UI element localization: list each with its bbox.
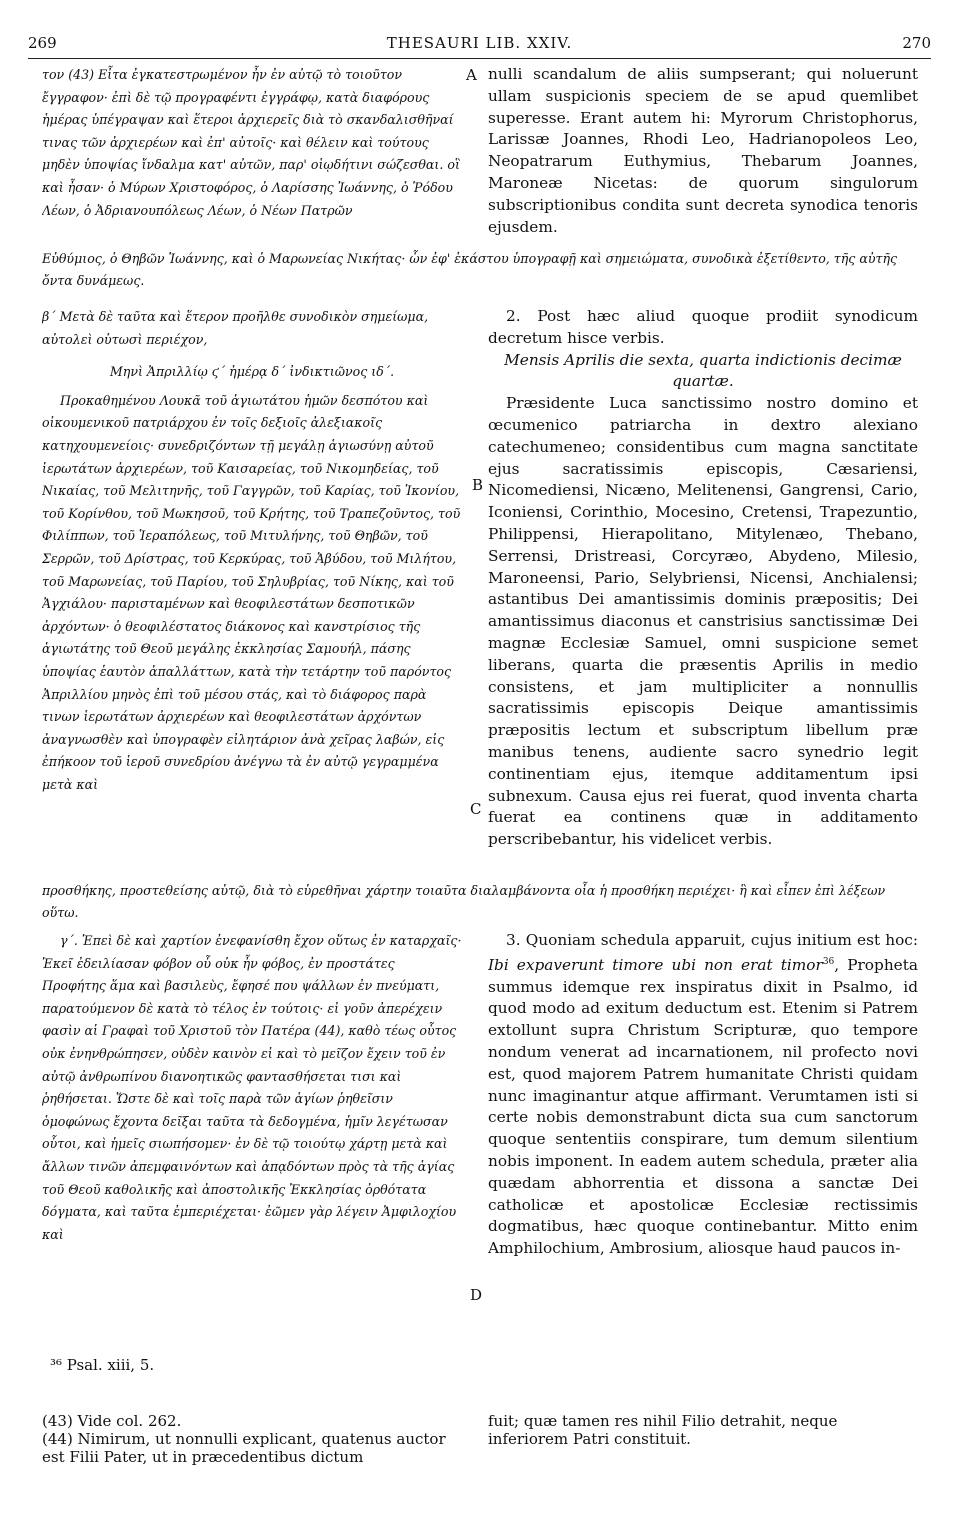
header-rule [28,58,931,59]
greek-column-section2 [42,306,462,884]
greek-column-section1 [42,64,462,244]
latin-section2-head: 2. Post hæc aliud quoque prodiit synodicum decretum hisce verbis. [488,307,918,347]
page-header [28,34,931,56]
greek-column-section3 [42,930,462,1310]
latin-section3-rest: , Propheta summus idemque rex inspiratus dixit in Psalmo, id quod modo ad exitum deductum est. Etenim si Patrem extollunt supra Christum Scripturæ, quo tempore nondum venerat ad incarnationem, nil profecto novi est, quod majorem Patrem humanitate Christi quidam nunc imaginantur atque affirmant. Verumtamen isti si certe nobis demonstrabunt dicta sua cum sanctorum quoque sententiis conspirare, tum demum silentium nobis imponent. In eadem autem schedula, præter alia quædam abhorrentia et dissona a sanctæ Dei catholicæ et apostolicæ Ecclesiæ rectissimis dogmatibus, hæc quoque continebantur. Mitto enim Amphilochium, Ambrosium, aliosque haud paucos in- [488,955,918,1258]
footnote-36: ³⁶ Psal. xiii, 5. [50,1356,155,1374]
margin-marker-a: A [466,66,477,84]
latin-section2-date: Mensis Aprilis die sexta, quarta indictionis decimæ quartæ. [504,350,902,391]
greek-paragraph-1: τον (43) Εἶτα ἐγκατεστρωμένον ἦν ἐν αὐτῷ τὸ τοιοῦτον ἔγγραφον· ἐπὶ δὲ τῷ προγραφέντι ἐγγράφῳ, κατὰ διαφόρους ἡμέρας ὑπέγραψαν καὶ ἕτεροι ἀρχιερεῖς διὰ τὸ σκανδαλισθῆναί τινας τῶν ἀρχιερέων καὶ ἐπ' αὐτοῖς· καὶ θέλειν καὶ τούτους μηδὲν ὑποψίας ἴνδαλμα κατ' αὐτῶν, παρ' οἱῳδήτινι σώζεσθαι. οἳ καὶ ἦσαν· ὁ Μύρων Χριστοφόρος, ὁ Λαρίσσης Ἰωάννης, ὁ Ῥόδου Λέων, ὁ Ἀδριανουπόλεως Λέων, ὁ Νέων Πατρῶν [42,67,460,218]
latin-section3-start: 3. Quoniam schedula apparuit, cujus initium est hoc: [506,931,918,949]
greek-section2-date: Μηνὶ Ἀπριλλίῳ ϛ΄ ἡμέρᾳ δ΄ ἰνδικτιῶνος ιδ΄. [109,364,395,380]
greek-section3-body: γ΄. Ἐπεὶ δὲ καὶ χαρτίον ἐνεφανίσθη ἔχον οὕτως ἐν καταρχαῖς· Ἐκεῖ ἐδειλίασαν φόβον οὗ οὐκ ἦν φόβος, ἐν προστάτες Προφήτης ἅμα καὶ βασιλεὺς, ἔφησέ που ψάλλων ἐν πνεύματι, παρατούμενον δὲ κατὰ τὸ τέλος ἐν τούτοις· εἰ γοῦν ἀπερέχειν φασὶν αἱ Γραφαὶ τοῦ Χριστοῦ τὸν Πατέρα (44), καθὸ τέως οὗτος οὐκ ἐνηνθρώπησεν, οὐδὲν καινὸν εἰ καὶ τὸ μεῖζον ἔχειν τοῦ ἐν αὐτῷ ἀνθρωπίνου διανοητικῶς φαντασθήσεται τισι καὶ ῥηθήσεται. Ὥστε δὲ καὶ τοῖς παρὰ τῶν ἁγίων ῥηθεῖσιν ὁμοφώνως ἔχοντα δεῖξαι ταῦτα τὰ δεδογμένα, ἡμῖν λεγέτωσαν οὗτοι, καὶ ἡμεῖς σιωπήσομεν· ἐν δὲ τῷ τοιούτῳ χάρτῃ μετὰ καὶ ἄλλων τινῶν ἀπεμφαινόντων καὶ ἀπᾳδόντων πρὸς τὰ τῆς ἁγίας τοῦ Θεοῦ καθολικῆς καὶ ἀποστολικῆς Ἐκκλησίας ὀρθότατα δόγματα, καὶ ταῦτα ἐμπεριέχεται· ἐῶμεν γὰρ λέγειν Ἀμφιλοχίου καὶ [42,933,462,1242]
margin-marker-b: B [472,476,484,494]
footnote-44: (44) Nimirum, ut nonnulli explicant, quatenus auctor est Filii Pater, ut in præcedentibus dictum [42,1430,446,1466]
margin-marker-c: C [470,800,482,818]
latin-section3-quote: Ibi expaverunt timore ubi non erat timor [488,955,823,974]
full-width-line-2 [42,880,918,926]
full-width-text-1: Εὐθύμιος, ὁ Θηβῶν Ἰωάννης, καὶ ὁ Μαρωνείας Νικήτας· ὧν ἐφ' ἑκάστου ὑπογραφῇ καὶ σημειώματα, συνοδικὰ ἐξετίθεντο, τῆς αὐτῆς ὄντα δυνάμεως. [42,251,898,288]
page-number-right: 270 [902,34,931,52]
greek-section2-intro: β΄ Μετὰ δὲ ταῦτα καὶ ἕτερον προῆλθε συνοδικὸν σημείωμα, αὐτολεὶ οὑτωσὶ περιέχον, [42,309,429,347]
footnote-ref-36: 36 [822,956,835,967]
page-number-left: 269 [28,34,57,52]
latin-column-section2 [488,306,918,884]
full-width-text-2: προσθήκης, προστεθείσης αὐτῷ, διὰ τὸ εὑρεθῆναι χάρτην τοιαῦτα διαλαμβάνοντα οἷα ἡ προσθήκη περιέχει· ἣ καὶ εἶπεν ἐπὶ λέξεων οὕτω. [42,883,886,920]
footnote-44-continued: fuit; quæ tamen res nihil Filio detrahit, neque inferiorem Patri constituit. [488,1412,838,1448]
full-width-line-1 [42,248,918,294]
running-title: THESAURI LIB. XXIV. [386,34,573,52]
latin-column-section1 [488,64,918,244]
latin-paragraph-1: nulli scandalum de aliis sumpserant; qui noluerunt ullam suspicionis speciem de se apud quemlibet superesse. Erant autem hi: Myrorum Christophorus, Larissæ Joannes, Rhodi Leo, Hadrianopoleos Leo, Neopatrarum Euthymius, Thebarum Joannes, Maroneæ Nicetas: de quorum singulorum subscriptionibus condita sunt decreta synodica tenoris ejusdem. [488,65,918,236]
latin-section3-body [488,930,918,1260]
greek-section2-body: Προκαθημένου Λουκᾶ τοῦ ἁγιωτάτου ἡμῶν δεσπότου καὶ οἰκουμενικοῦ πατριάρχου ἐν τοῖς δεξιοῖς ἀλεξιακοῖς κατηχουμενείοις· συνεδριζόντων τῇ μεγάλῃ ἁγιωσύνῃ αὐτοῦ ἱερωτάτων ἀρχιερέων, τοῦ Καισαρείας, τοῦ Νικομηδείας, τοῦ Νικαίας, τοῦ Μελιτηνῆς, τοῦ Γαγγρῶν, τοῦ Καρίας, τοῦ Ἰκονίου, τοῦ Κορίνθου, τοῦ Μωκησοῦ, τοῦ Κρήτης, τοῦ Τραπεζοῦντος, τοῦ Φιλίππων, τοῦ Ἱεραπόλεως, τοῦ Μιτυλήνης, τοῦ Θηβῶν, τοῦ Σερρῶν, τοῦ Δρίστρας, τοῦ Κερκύρας, τοῦ Ἀβύδου, τοῦ Μιλήτου, τοῦ Μαρωνείας, τοῦ Παρίου, τοῦ Σηλυβρίας, τοῦ Νίκης, καὶ τοῦ Ἀγχιάλου· παρισταμένων καὶ θεοφιλεστάτων δεσποτικῶν ἀρχόντων· ὁ θεοφιλέστατος διάκονος καὶ κανστρίσιος τῆς ἁγιωτάτης τοῦ Θεοῦ μεγάλης ἐκκλησίας Σαμουήλ, πάσης ὑποψίας ἑαυτὸν ἀπαλλάττων, κατὰ τὴν τετάρτην τοῦ παρόντος Ἀπριλλίου μηνὸς ἐπὶ τοῦ μέσου στάς, καὶ τὸ διάφορος παρὰ τινων ἱερωτάτων ἀρχιερέων καὶ θεοφιλεστάτων ἀρχόντων ἀναγνωσθὲν καὶ ὑπογραφὲν εἰλητάριον ἀνὰ χεῖρας λαβών, εἰς ἐπήκοον τοῦ ἱεροῦ συνεδρίου ἀνέγνω τὰ ἐν αὐτῷ γεγραμμένα μετὰ καὶ [42,392,461,792]
margin-marker-d: D [470,1286,483,1304]
footnote-43: (43) Vide col. 262. [42,1412,182,1430]
latin-column-section3 [488,930,918,1310]
latin-section2-body: Præsidente Luca sanctissimo nostro domino et œcumenico patriarcha in dextro alexiano catechumeneo; considentibus cum magna sanctitate ejus sacratissimis episcopis, Cæsariensi, Nicomediensi, Nicæno, Melitenensi, Gangrensi, Cario, Iconiensi, Corinthio, Mocesino, Cretensi, Trapezuntio, Philippensi, Hierapolitano, Mitylenæo, Thebano, Serrensi, Dristreasi, Corcyræo, Abydeno, Milesio, Maroneensi, Pario, Selybriensi, Nicensi, Anchialensi; astantibus Dei amantissimis dominis præpositis; Dei amantissimus diaconus et canstrisius sanctissimæ Dei magnæ Ecclesiæ Samuel, omni suspicione semet liberans, quarta die præsentis Aprilis in medio consistens, et jam multipliciter a nonnullis sacratissimis episcopis Deique amantissimis præpositis lectum et subscriptum libellum præ manibus tenens, audiente sacro synedrio legit continentiam ejus, itemque additamentum ipsi subnexum. Causa ejus rei fuerat, quod inventa charta fuerat ea continens quæ in additamento perscribebantur, his videlicet verbis. [488,394,918,849]
